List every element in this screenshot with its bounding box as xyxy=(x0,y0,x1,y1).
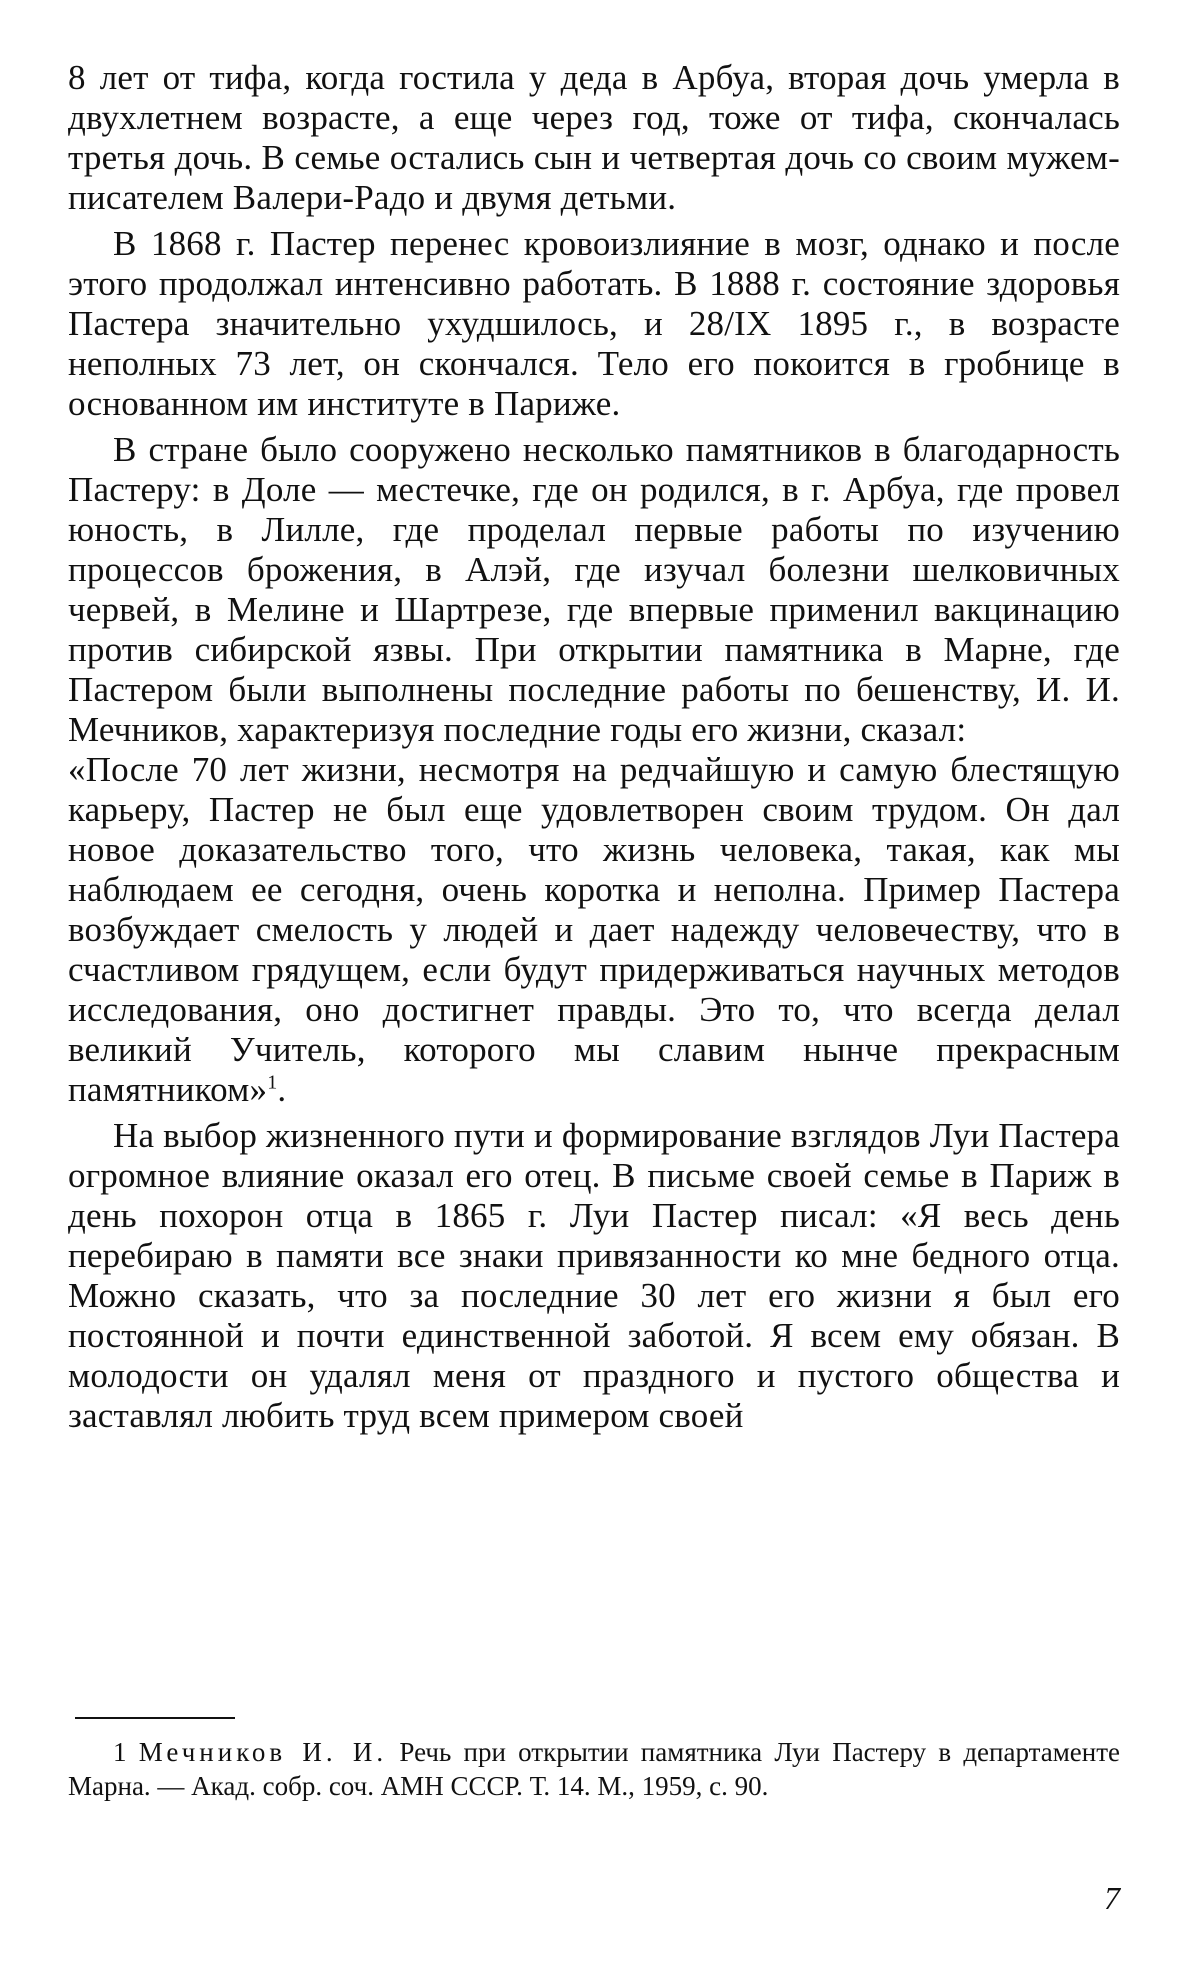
footnote-marker: 1 xyxy=(113,1737,127,1767)
paragraph-1: 8 лет от тифа, когда гостила у деда в Арбуа, вторая дочь умерла в двухлетнем возрасте, а еще через год, тоже от тифа, скончалась третья дочь. В семье остались сын и четвертая дочь со своим мужем-писателем Валери-Радо и двумя детьми. xyxy=(68,58,1120,217)
paragraph-3: В стране было сооружено несколько памятников в благодарность Пастеру: в Доле — местечке, где он родился, в г. Арбуа, где провел юность, в Лилле, где проделал первые работы по изучению процессов брожения, в Алэй, где изучал болезни шелковичных червей, в Мелине и Шартрезе, где впервые применил вакцинацию против сибирской язвы. При открытии памятника в Марне, где Пастером были выполнены последние работы по бешенству, И. И. Мечников, характеризуя последние годы его жизни, сказал: xyxy=(68,430,1120,749)
footnote-reference[interactable]: 1 xyxy=(267,1071,278,1094)
quote-text: «После 70 лет жизни, несмотря на редчайшую и самую блестящую карьеру, Пастер не был еще удовлетворен своим трудом. Он дал новое доказательство того, что жизнь человека, такая, как мы наблюдаем ее сегодня, очень коротка и неполна. Пример Пастера возбуждает смелость у людей и дает надежду человечеству, что в счастливом грядущем, если будут придерживаться научных методов исследования, оно достигнет правды. Это то, что всегда делал великий Учитель, которого мы славим нынче прекрасным памятником» xyxy=(68,750,1120,1109)
quote-end-punctuation: . xyxy=(277,1070,287,1109)
footnote-author: Мечников И. И. xyxy=(138,1737,388,1767)
paragraph-5: На выбор жизненного пути и формирование взглядов Луи Пастера огромное влияние оказал его отец. В письме своей семье в Париж в день похорон отца в 1865 г. Луи Пастер писал: «Я весь день перебираю в памяти все знаки привязанности ко мне бедного отца. Можно сказать, что за последние 30 лет его жизни я был его постоянной и почти единственной заботой. Я всем ему обязан. В молодости он удалял меня от праздного и пустого общества и заставлял любить труд всем примером своей xyxy=(68,1116,1120,1435)
page-body xyxy=(68,58,1120,1436)
footnote xyxy=(68,1735,1120,1803)
page-number: 7 xyxy=(1104,1880,1120,1916)
footnote-text: Речь при открытии памятника Луи Пастеру в департаменте Марна. — Акад. собр. соч. АМН СССР. Т. 14. М., 1959, с. 90. xyxy=(68,1737,1121,1801)
quote-paragraph xyxy=(68,750,1120,1110)
paragraph-2: В 1868 г. Пастер перенес кровоизлияние в мозг, однако и после этого продолжал интенсивно работать. В 1888 г. состояние здоровья Пастера значительно ухудшилось, и 28/IX 1895 г., в возрасте неполных 73 лет, он скончался. Тело его покоится в гробнице в основанном им институте в Париже. xyxy=(68,224,1120,423)
footnote-divider xyxy=(75,1717,235,1719)
